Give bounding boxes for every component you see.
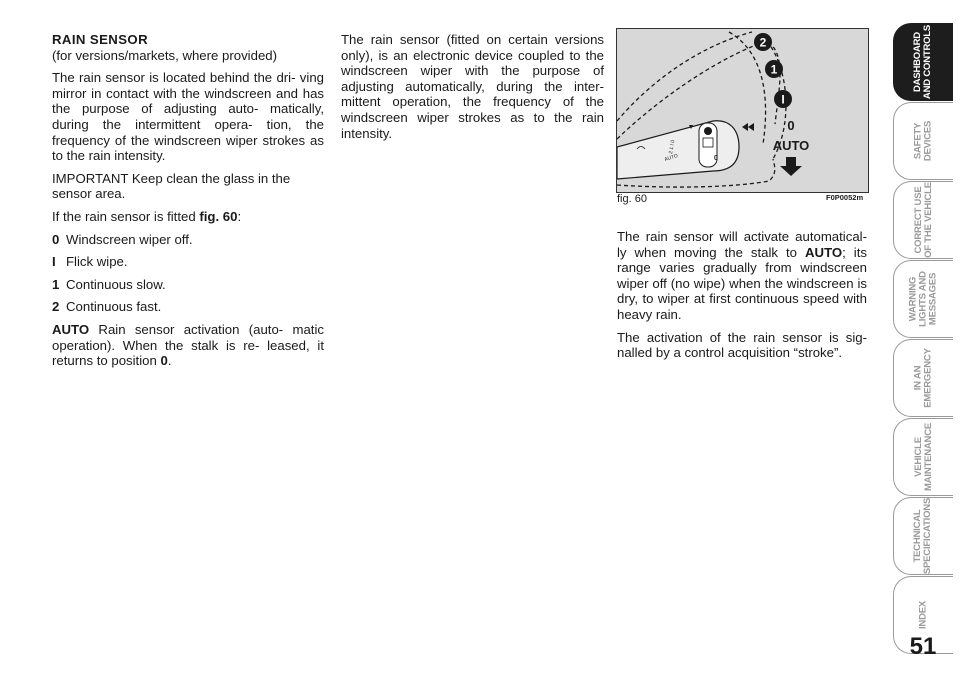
position-1-label: 1: [770, 62, 778, 77]
tab-dashboard-and-controls[interactable]: DASHBOARD AND CONTROLS: [893, 23, 953, 101]
page-number: 51: [909, 633, 937, 660]
position-auto-label: AUTO: [772, 138, 810, 153]
middle-paragraph: The rain sensor (fitted on certain versions only), is an electronic device coupled to the windscreen wiper with the purpose of adjusting automatically, during the inter- mittent operation, the frequency of the windscreen wiper strokes as to the rain intensity.: [341, 32, 604, 141]
figure-wiper-stalk: [616, 28, 869, 193]
position-item: 2 Continuous fast.: [52, 299, 162, 315]
tab-correct-use[interactable]: CORRECT USE OF THE VEHICLE: [893, 181, 953, 259]
tab-safety-devices[interactable]: SAFETY DEVICES: [893, 102, 953, 180]
tab-index[interactable]: INDEX: [893, 576, 953, 654]
position-2-label: 2: [759, 35, 767, 50]
section-title: RAIN SENSOR: [52, 32, 148, 47]
stalk-zero-mark: 0: [714, 155, 718, 162]
section-subtitle: (for versions/markets, where provided): [52, 47, 277, 63]
stalk-auto-mark: AUTO: [663, 152, 679, 163]
stroke-paragraph: The activation of the rain sensor is sig- nalled by a control acquisition “stroke”.: [617, 329, 867, 361]
left-column: [52, 32, 324, 376]
tab-vehicle-maintenance[interactable]: VEHICLE MAINTENANCE: [893, 418, 953, 496]
position-0-label: 0: [787, 118, 795, 133]
position-item: I Flick wipe.: [52, 254, 128, 270]
position-I-label: I: [781, 92, 785, 107]
figure-caption: fig. 60: [617, 193, 647, 205]
position-item: 0 Windscreen wiper off.: [52, 231, 193, 247]
figure-reference: fig. 60: [199, 208, 238, 224]
tab-warning-lights[interactable]: WARNING LIGHTS AND MESSAGES: [893, 260, 953, 338]
auto-key: AUTO: [805, 244, 843, 260]
wiper-stalk-illustration: [617, 29, 868, 192]
tab-technical-specifications[interactable]: TECHNICAL SPECIFICATIONS: [893, 497, 953, 575]
auto-paragraph: AUTO Rain sensor activation (auto- matic operation). When the stalk is re- leased, it returns to position 0.: [52, 321, 324, 369]
right-column: [617, 229, 867, 368]
important-note: IMPORTANT Keep clean the glass in the sensor area.: [52, 170, 291, 202]
auto-key: AUTO: [52, 321, 90, 337]
stalk-ring-marks: 2 1 I 0: [668, 139, 677, 155]
middle-column: [341, 32, 604, 148]
activation-paragraph: The rain sensor will activate automatical- ly when moving the stalk to AUTO; its range varies gradually from windscreen wiper off (no wipe) when the windscreen is dry, to wiper at first continuous speed with heavy rain.: [617, 229, 867, 322]
tab-in-an-emergency[interactable]: IN AN EMERGENCY: [893, 339, 953, 417]
figure-code: F0P0052m: [826, 193, 864, 202]
fitted-line: If the rain sensor is fitted fig. 60:: [52, 208, 242, 224]
intro-paragraph: The rain sensor is located behind the dri- ving mirror in contact with the windscreen and has the purpose of adjusting auto- matically, during the intermittent opera- tion, the frequency of the windscreen wiper strokes as to the rain intensity.: [52, 70, 324, 164]
position-item: 1 Continuous slow.: [52, 276, 166, 292]
